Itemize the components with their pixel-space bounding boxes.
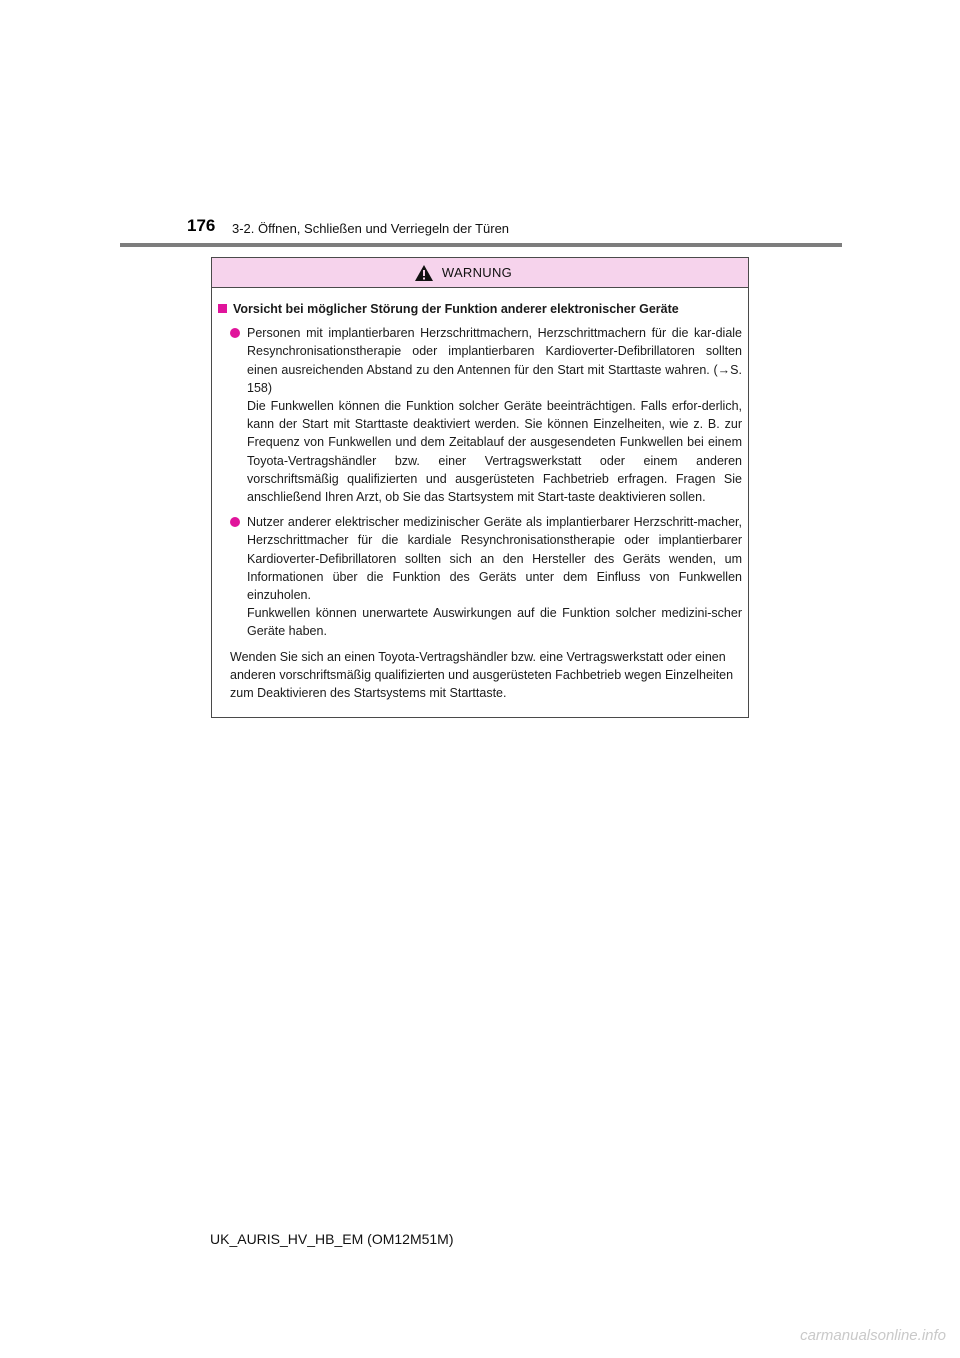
circle-bullet-icon (230, 328, 240, 338)
paragraph: Funkwellen können unerwartete Auswirkungen auf die Funktion solcher medizini-scher Geräte haben. (247, 606, 742, 639)
list-item-text (247, 324, 742, 506)
warning-box (211, 257, 749, 718)
paragraph: Nutzer anderer elektrischer medizinischer Geräte als implantierbarer Herzschritt-macher, Herzschrittmacher für die kardiale Resynchronisationstherapie oder implantierbarer Kardioverter-Defibrillatoren sollten sich an den Hersteller des Geräts wenden, um Informationen über die Funktion des Geräts unter dem Einfluss von Funkwellen einzuholen. (247, 515, 742, 603)
warning-body (212, 288, 748, 702)
list-item (230, 324, 742, 506)
warning-subheading (218, 300, 742, 318)
list-item (230, 513, 742, 640)
paragraph: Die Funkwellen können die Funktion solcher Geräte beeinträchtigen. Falls erfor-derlich, kann der Start mit Starttaste deaktiviert werden. Sie können Einzelheiten, wie z. B. zur Frequenz von Funkwellen und dem Zeitablauf der ausgesendeten Funkwellen bei einem Toyota-Vertragshändler bzw. einer Vertragswerkstatt oder einem anderen vorschriftsmäßig qualifizierten und ausgerüsteten Fachbetrieb erfragen. Fragen Sie anschließend Ihren Arzt, ob Sie das Startsystem mit Start-taste deaktivieren sollen. (247, 399, 742, 505)
page-number: 176 (187, 216, 216, 235)
paragraph: Personen mit implantierbaren Herzschrittmachern, Herzschrittmachern für die kar-diale Resynchronisationstherapie oder implantierbaren Kardioverter-Defibrillatoren sollten einen ausreichenden Abstand zu den Antennen für den Start mit Starttaste wahren. (→S. 158) (247, 326, 742, 395)
watermark: carmanualsonline.info (800, 1327, 946, 1344)
list-item-text (247, 513, 742, 640)
closing-paragraph: Wenden Sie sich an einen Toyota-Vertragshändler bzw. eine Vertragswerkstatt oder einen anderen vorschriftsmäßig qualifizierten und ausgerüsteten Fachbetrieb wegen Einzelheiten zum Deaktivieren des Startsystems mit Starttaste. (230, 649, 734, 701)
section-title: 3-2. Öffnen, Schließen und Verriegeln der Türen (232, 221, 510, 236)
warning-subheading-text: Vorsicht bei möglicher Störung der Funktion anderer elektronischer Geräte (233, 302, 679, 316)
warning-triangle-icon (414, 264, 434, 282)
circle-bullet-icon (230, 517, 240, 527)
warning-header (212, 258, 748, 288)
header-divider (120, 243, 842, 247)
square-bullet-icon (218, 304, 227, 313)
warning-title: WARNUNG (441, 265, 513, 280)
document-code: UK_AURIS_HV_HB_EM (OM12M51M) (210, 1231, 454, 1247)
